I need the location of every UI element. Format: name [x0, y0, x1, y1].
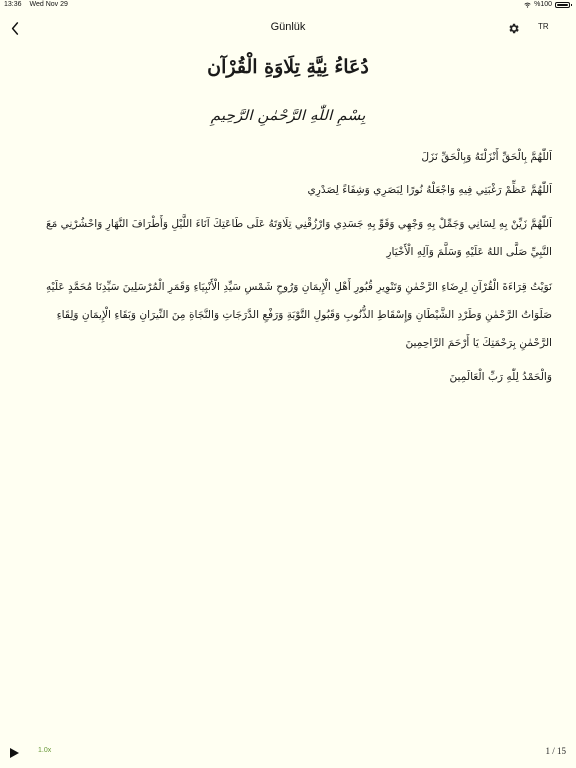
- footer-toolbar: [0, 738, 576, 768]
- wifi-icon: [524, 2, 531, 8]
- play-button[interactable]: [8, 744, 24, 760]
- battery-percent: %100: [534, 1, 552, 8]
- basmala: بِسْمِ اللّٰهِ الرَّحْمٰنِ الرَّحِيمِ: [210, 108, 366, 124]
- prayer-paragraph: اَللّٰهُمَّ زَيِّنْ بِهِ لِسَانِي وَجَمِّلْ بِهِ وَجْهِي وَقَوِّ بِهِ جَسَدِي وَارْزُقْنِي تِلَاوَتَهُ عَلَى طَاعَتِكَ آنَاءَ اللَّيْلِ وَأَطْرَافَ النَّهَارِ وَاحْشُرْنِي مَعَ النَّبِيِّ صَلَّى اللهُ عَلَيْهِ وَسَلَّمَ وَآلِهِ الْأَخْيَارِ: [46, 218, 552, 258]
- language-button[interactable]: TR: [538, 22, 549, 31]
- play-icon: [8, 747, 20, 759]
- status-left: [4, 1, 74, 8]
- nav-title: Günlük: [270, 21, 306, 33]
- prayer-paragraph: نَوَيْتُ قِرَاءَةَ الْقُرْآنِ لِرِضَاءِ الرَّحْمٰنِ وَتَنْوِيرِ قُبُورِ أَهْلِ الْإِيمَانِ وَرُوحِ شَمْسِ سَيِّدِ الْأَنْبِيَاءِ وَقَمَرِ الْمُرْسَلِينَ سَيِّدِنَا مُحَمَّدٍ عَلَيْهِ صَلَوَاتُ الرَّحْمٰنِ وَطَرْدِ الشَّيْطَانِ وَإِسْقَاطِ الذُّنُوبِ وَقَبُولِ التَّوْبَةِ وَرَفْعِ الدَّرَجَاتِ وَالنَّجَاةِ مِنَ النِّيرَانِ وَبَقَاءِ الْإِيمَانِ وَلِقَاءِ الرَّحْمٰنِ بِرَحْمَتِكَ يَا أَرْحَمَ الرَّاحِمِينَ: [45, 281, 552, 349]
- settings-button[interactable]: [504, 19, 522, 37]
- status-right: [524, 1, 570, 8]
- status-date: Wed Nov 29: [29, 1, 68, 8]
- nav-bar: [0, 14, 576, 42]
- prayer-paragraphs: [24, 144, 552, 397]
- prayer-paragraph: وَالْحَمْدُ لِلّٰهِ رَبِّ الْعَالَمِينَ: [449, 371, 552, 383]
- status-bar: [0, 0, 576, 12]
- playback-speed-button[interactable]: 1.0x: [38, 747, 52, 754]
- gear-icon: [507, 22, 520, 35]
- battery-icon: [555, 2, 570, 8]
- prayer-paragraph: اَللّٰهُمَّ بِالْحَقِّ أَنْزَلْتَهُ وَبِالْحَقِّ نَزَلَ: [421, 151, 552, 163]
- page-indicator: 1 / 15: [545, 746, 566, 756]
- status-time: 13:36: [4, 1, 22, 8]
- prayer-title: دُعَاءُ نِيَّةِ تِلَاوَةِ الْقُرْآن: [207, 56, 369, 78]
- prayer-paragraph: اَللّٰهُمَّ عَظِّمْ رَغْبَتِي فِيهِ وَاجْعَلْهُ نُورًا لِبَصَرِي وَشِفَاءً لِصَدْرِي: [307, 184, 552, 196]
